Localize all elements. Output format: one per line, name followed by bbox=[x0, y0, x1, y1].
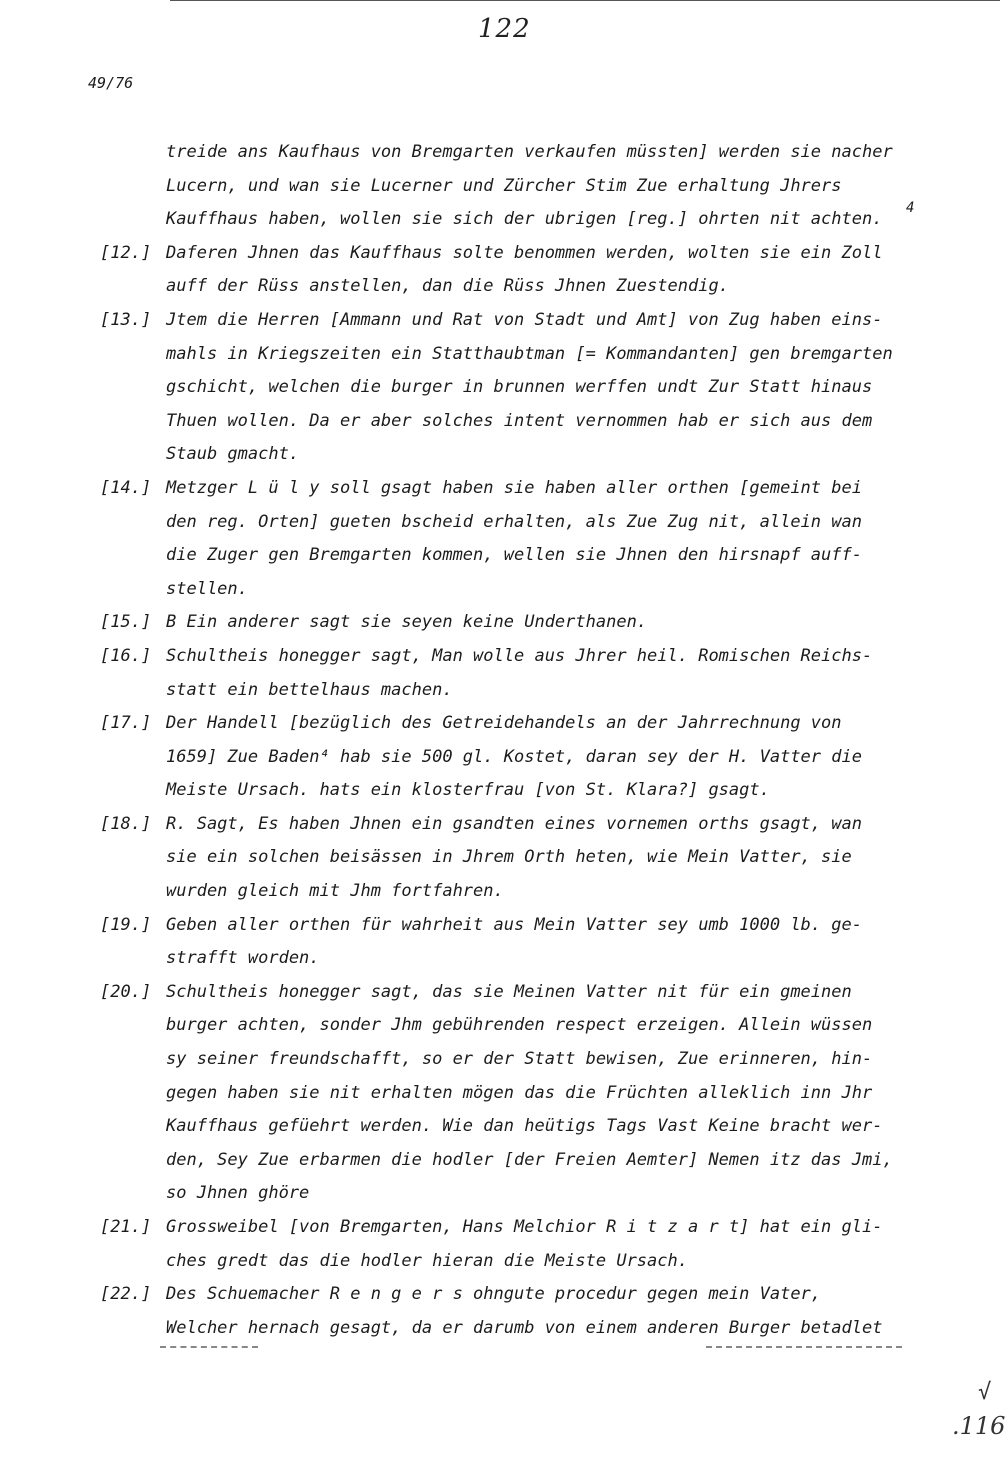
transcription-body bbox=[100, 136, 930, 1345]
entry-text: Geben aller orthen für wahrheit aus Mein Vatter sey umb 1000 lb. ge- strafft worden. bbox=[166, 914, 862, 969]
entry-item bbox=[100, 237, 930, 304]
handwritten-folio-number: 122 bbox=[478, 14, 531, 44]
entry-text: Metzger L ü l y soll gsagt haben sie haben aller orthen [gemeint bei den reg. Orten] gueten bscheid erhalten, als Zue Zug nit, allein wan die Zuger gen Bremgarten kommen, wellen sie Jhnen den hirsnapf auff- stellen. bbox=[166, 477, 862, 599]
handwritten-page-mark: .116 bbox=[952, 1412, 1005, 1440]
entry-item bbox=[100, 909, 930, 976]
entry-number: [15.] bbox=[100, 612, 152, 633]
entry-number: [18.] bbox=[100, 813, 152, 834]
entry-text: Jtem die Herren [Ammann und Rat von Stadt und Amt] von Zug haben eins- mahls in Kriegszeiten ein Statthaubtman [= Kommandanten] gen bremgarten gschicht, welchen die burger in brunnen werffen undt Zur Statt hinaus Thuen wollen. Da er aber solches intent vernommen hab er sich aus dem Staub gmacht. bbox=[166, 309, 893, 465]
entry-item bbox=[100, 1278, 930, 1345]
entry-item bbox=[100, 304, 930, 472]
entry-number: [12.] bbox=[100, 242, 152, 263]
entry-text: Der Handell [bezüglich des Getreidehandels an der Jahrrechnung von 1659] Zue Baden⁴ hab sie 500 gl. Kostet, daran sey der H. Vatter die Meiste Ursach. hats ein klosterfrau [von St. Klara?] gsagt. bbox=[166, 713, 862, 801]
entry-text: Grossweibel [von Bremgarten, Hans Melchior R i t z a r t] hat ein gli- ches gredt das die hodler hieran die Meiste Ursach. bbox=[166, 1217, 883, 1271]
document-reference: 49/76 bbox=[88, 74, 134, 92]
entry-item bbox=[100, 1211, 930, 1278]
entry-text: Schultheis honegger sagt, Man wolle aus Jhrer heil. Romischen Reichs- statt ein bettelhaus machen. bbox=[166, 645, 873, 700]
continuation-text: treide ans Kaufhaus von Bremgarten verkaufen müssten] werden sie nacher Lucern, und wan sie Lucerner und Zürcher Stim Zue erhaltung Jhrers Kauffhaus haben, wollen sie sich der ubrigen [reg.] ohrten nit achten. bbox=[166, 142, 893, 230]
entry-item bbox=[100, 808, 930, 909]
entry-number: [13.] bbox=[100, 309, 152, 330]
top-rule bbox=[170, 0, 1000, 1]
entry-item bbox=[100, 472, 930, 606]
entry-text: Schultheis honegger sagt, das sie Meinen Vatter nit für ein gmeinen burger achten, sonder Jhm gebührenden respect erzeigen. Allein wüssen sy seiner freundschafft, so er der Statt bewisen, Zue erinneren, hin- gegen haben sie nit erhalten mögen das die Früchten alleklich inn Jhr Kauffhaus gefüehrt werden. Wie dan heütigs Tags Vast Keine bracht wer- den, Sey Zue erbarmen die hodler [der Freien Aemter] Nemen itz das Jmi, so Jhnen ghöre bbox=[166, 981, 893, 1204]
bottom-rule-left bbox=[160, 1346, 258, 1348]
entry-text: R. Sagt, Es haben Jhnen ein gsandten eines vornemen orths gsagt, wan sie ein solchen beisässen in Jhrem Orth heten, wie Mein Vatter, sie wurden gleich mit Jhm fortfahren. bbox=[166, 813, 862, 902]
footnote-marker: 4 bbox=[906, 200, 915, 216]
entry-number: [16.] bbox=[100, 645, 152, 666]
entry-item bbox=[100, 976, 930, 1211]
bottom-rule-right bbox=[706, 1346, 902, 1348]
entry-number: [22.] bbox=[100, 1284, 152, 1305]
entry-item bbox=[100, 640, 930, 707]
entry-text: B Ein anderer sagt sie seyen keine Underthanen. bbox=[166, 612, 648, 633]
entry-number: [14.] bbox=[100, 477, 152, 498]
entry-number: [17.] bbox=[100, 713, 152, 734]
check-mark: √ bbox=[978, 1380, 992, 1405]
entry-item bbox=[100, 707, 930, 808]
entry-number: [19.] bbox=[100, 914, 152, 935]
continuation-paragraph bbox=[100, 136, 930, 237]
entry-number: [20.] bbox=[100, 981, 152, 1002]
entry-number: [21.] bbox=[100, 1217, 152, 1237]
entry-text: Daferen Jhnen das Kauffhaus solte benommen werden, wolten sie ein Zoll auff der Rüss anstellen, dan die Rüss Jhnen Zuestendig. bbox=[166, 242, 883, 297]
entry-text: Des Schuemacher R e n g e r s ohngute procedur gegen mein Vater, Welcher hernach gesagt, da er darumb von einem anderen Burger betadlet bbox=[166, 1284, 883, 1338]
entry-item bbox=[100, 606, 930, 640]
